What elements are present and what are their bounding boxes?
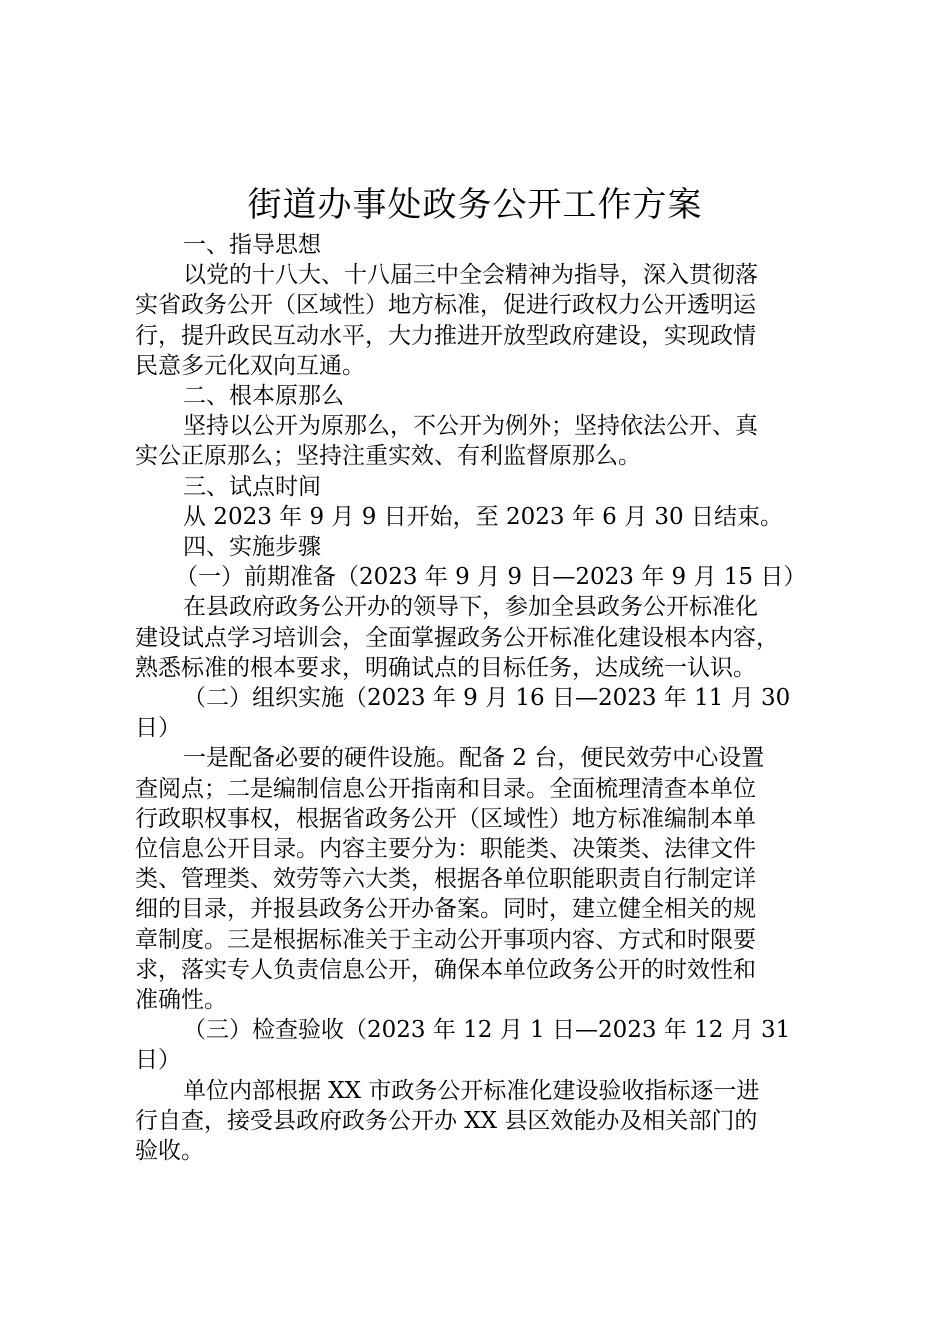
paragraph-line: 实省政务公开（区域性）地方标准，促进行政权力公开透明运 [135,292,756,319]
paragraph-line: 实公正原那么；坚持注重实效、有利监督原那么。 [135,443,641,470]
document-body [135,230,825,1166]
paragraph-line: 从 2023 年 9 月 9 日开始，至 2023 年 6 月 30 日结束。 [183,503,783,530]
section-heading-pilot-time: 三、试点时间 [183,473,321,500]
paragraph-line: 位信息公开目录。内容主要分为：职能类、决策类、法律文件 [135,836,756,863]
paragraph-line: 细的目录，并报县政务公开办备案。同时，建立健全相关的规 [135,896,756,923]
paragraph-line: 类、管理类、效劳等六大类，根据各单位职能职责自行制定详 [135,866,756,893]
paragraph-line: 一是配备必要的硬件设施。配备 2 台，便民效劳中心设置 [183,745,765,772]
subsection-heading-inspection: （三）检查验收（2023 年 12 月 1 日—2023 年 12 月 31 [183,1017,791,1044]
paragraph-line: 验收。 [135,1138,204,1165]
paragraph-line: 民意多元化双向互通。 [135,352,365,379]
document-title: 街道办事处政务公开工作方案 [247,185,703,225]
subsection-heading-inspection-cont: 日） [135,1047,181,1074]
section-heading-principles: 二、根本原那么 [183,383,344,410]
paragraph-line: 在县政府政务公开办的领导下，参加全县政务公开标准化 [183,594,758,621]
paragraph-line: 准确性。 [135,987,227,1014]
paragraph-line: 坚持以公开为原那么，不公开为例外；坚持依法公开、真 [183,413,758,440]
section-heading-implementation-steps: 四、实施步骤 [183,534,321,561]
paragraph-line: 以党的十八大、十八届三中全会精神为指导，深入贯彻落 [183,262,758,289]
subsection-heading-preparation: （一）前期准备（2023 年 9 月 9 日—2023 年 9 月 15 日） [175,564,807,591]
paragraph-line: 查阅点；二是编制信息公开指南和目录。全面梳理清查本单位 [135,775,756,802]
paragraph-line: 求，落实专人负责信息公开，确保本单位政务公开的时效性和 [135,956,756,983]
paragraph-line: 熟悉标准的根本要求，明确试点的目标任务，达成统一认识。 [135,654,756,681]
paragraph-line: 建设试点学习培训会，全面掌握政务公开标准化建设根本内容， [135,624,779,651]
paragraph-line: 单位内部根据 XX 市政务公开标准化建设验收指标逐一进 [183,1077,760,1104]
paragraph-line: 行，提升政民互动水平，大力推进开放型政府建设，实现政情 [135,322,756,349]
paragraph-line: 行政职权事权，根据省政务公开（区域性）地方标准编制本单 [135,805,756,832]
paragraph-line: 行自查，接受县政府政务公开办 XX 县区效能办及相关部门的 [135,1107,758,1134]
subsection-heading-implementation-cont: 日） [135,715,181,742]
paragraph-line: 章制度。三是根据标准关于主动公开事项内容、方式和时限要 [135,926,756,953]
section-heading-guiding-ideology: 一、指导思想 [183,232,321,258]
subsection-heading-implementation: （二）组织实施（2023 年 9 月 16 日—2023 年 11 月 30 [183,685,791,712]
